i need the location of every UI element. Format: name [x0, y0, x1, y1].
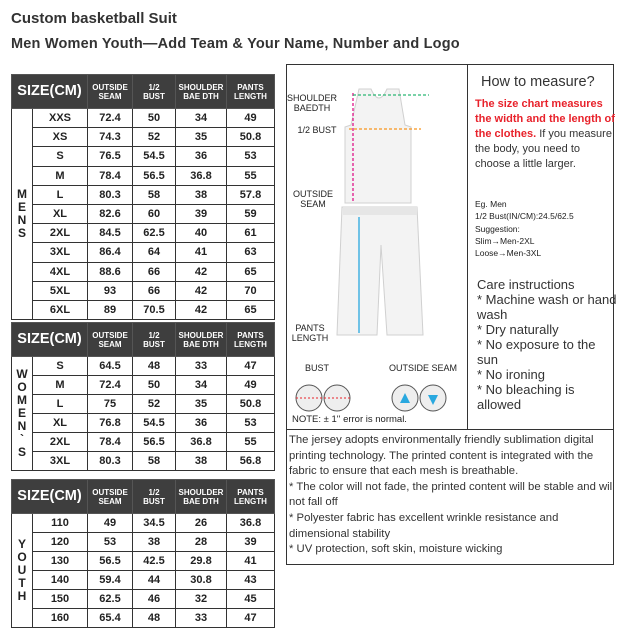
- measurement-cell: 36.8: [227, 514, 275, 533]
- size-cell: L: [33, 395, 88, 414]
- measurement-cell: 72.4: [88, 109, 133, 128]
- table-row: [12, 590, 275, 609]
- example-line: Eg. Men: [475, 199, 507, 209]
- measurement-cell: 52: [133, 128, 176, 147]
- table-row: [12, 414, 275, 433]
- size-cell: 150: [33, 590, 88, 609]
- measurement-cell: 62.5: [88, 590, 133, 609]
- measurement-cell: 60: [133, 204, 176, 223]
- measurement-cell: 76.5: [88, 147, 133, 166]
- measurement-cell: 49: [227, 376, 275, 395]
- measurement-cell: 75: [88, 395, 133, 414]
- measurement-cell: 40: [176, 224, 227, 243]
- size-cell: 5XL: [33, 281, 88, 300]
- pants-length-header: PANTS LENGTH: [227, 323, 275, 357]
- measurement-cell: 28: [176, 533, 227, 552]
- measurement-cell: 65: [227, 262, 275, 281]
- example-block: [475, 198, 615, 259]
- measurement-cell: 62.5: [133, 224, 176, 243]
- measurement-cell: 50: [133, 376, 176, 395]
- men-category-label: M E N S: [12, 109, 33, 320]
- measurement-cell: 29.8: [176, 552, 227, 571]
- table-row: [12, 109, 275, 128]
- seam-caption: OUTSIDE SEAM: [389, 363, 458, 373]
- description-paragraph: * UV protection, soft skin, moisture wicking: [289, 543, 503, 556]
- table-row: [12, 262, 275, 281]
- measurement-cell: 56.8: [227, 452, 275, 471]
- size-header: SIZE(CM): [12, 75, 88, 109]
- table-row: [12, 533, 275, 552]
- youth-size-table: [11, 479, 275, 628]
- page-subtitle: Men Women Youth—Add Team & Your Name, Number and Logo: [11, 36, 460, 52]
- measurement-cell: 64.5: [88, 357, 133, 376]
- measurement-cell: 86.4: [88, 243, 133, 262]
- table-row: [12, 300, 275, 319]
- size-cell: XL: [33, 414, 88, 433]
- measurement-cell: 42: [176, 262, 227, 281]
- table-row: [12, 571, 275, 590]
- half-bust-header: 1/2 BUST: [133, 323, 176, 357]
- measurement-cell: 30.8: [176, 571, 227, 590]
- measurement-cell: 55: [227, 166, 275, 185]
- description-paragraph: The jersey adopts environmentally friendly sublimation digital printing technology. The printed content is integrated with the fabric to ensure that each mesh is breathable.: [289, 434, 594, 478]
- women-size-table: [11, 322, 275, 471]
- measurement-cell: 61: [227, 224, 275, 243]
- measurement-cell: 53: [88, 533, 133, 552]
- care-instructions: [477, 277, 617, 412]
- example-line: 1/2 Bust(IN/CM):24.5/62.5: [475, 211, 574, 222]
- page-title: Custom basketball Suit: [11, 10, 177, 27]
- youth-category-label: Y O U T H: [12, 514, 33, 628]
- measurement-cell: 56.5: [88, 552, 133, 571]
- measurement-diagram: [286, 64, 468, 430]
- pants-length-header: PANTS LENGTH: [227, 75, 275, 109]
- measurement-cell: 49: [88, 514, 133, 533]
- measurement-cell: 55: [227, 433, 275, 452]
- measurement-cell: 42.5: [133, 552, 176, 571]
- size-cell: 2XL: [33, 224, 88, 243]
- example-line: Loose→Men-3XL: [475, 248, 542, 259]
- measurement-cell: 36: [176, 414, 227, 433]
- measurement-cell: 65.4: [88, 609, 133, 628]
- measurement-cell: 54.5: [133, 147, 176, 166]
- table-row: [12, 224, 275, 243]
- table-row: [12, 204, 275, 223]
- measurement-cell: 44: [133, 571, 176, 590]
- table-row: [12, 185, 275, 204]
- measurement-cell: 47: [227, 609, 275, 628]
- size-cell: S: [33, 357, 88, 376]
- measurement-cell: 34: [176, 109, 227, 128]
- measurement-cell: 43: [227, 571, 275, 590]
- pants-length-label: PANTS LENGTH: [291, 323, 329, 343]
- table-row: [12, 147, 275, 166]
- measurement-cell: 50: [133, 109, 176, 128]
- measurement-cell: 76.8: [88, 414, 133, 433]
- measurement-cell: 59: [227, 204, 275, 223]
- measurement-cell: 56.5: [133, 433, 176, 452]
- measurement-cell: 80.3: [88, 452, 133, 471]
- size-header: SIZE(CM): [12, 480, 88, 514]
- measurement-cell: 38: [133, 533, 176, 552]
- description-paragraph: * Polyester fabric has excellent wrinkle resistance and dimensional stability: [289, 511, 559, 540]
- measurement-cell: 35: [176, 128, 227, 147]
- men-size-table: [11, 74, 275, 320]
- measurement-cell: 89: [88, 300, 133, 319]
- shoulder-label: SHOULDER BAEDTH: [287, 93, 338, 113]
- table-row: [12, 357, 275, 376]
- outside-seam-header: OUTSIDE SEAM: [88, 323, 133, 357]
- measurement-cell: 38: [176, 452, 227, 471]
- measurement-cell: 48: [133, 357, 176, 376]
- measurement-cell: 36: [176, 147, 227, 166]
- measurement-cell: 26: [176, 514, 227, 533]
- measurement-cell: 52: [133, 395, 176, 414]
- measure-description: [475, 97, 615, 172]
- measurement-cell: 59.4: [88, 571, 133, 590]
- care-item: * Machine wash or hand wash: [477, 292, 617, 322]
- measurement-cell: 57.8: [227, 185, 275, 204]
- size-cell: 110: [33, 514, 88, 533]
- table-row: [12, 128, 275, 147]
- care-item: * No ironing: [477, 367, 545, 382]
- outside-seam-header: OUTSIDE SEAM: [88, 75, 133, 109]
- measurement-cell: 66: [133, 281, 176, 300]
- measurement-cell: 49: [227, 109, 275, 128]
- table-row: [12, 281, 275, 300]
- shoulder-header: SHOULDER BAE DTH: [176, 323, 227, 357]
- measurement-cell: 88.6: [88, 262, 133, 281]
- measurement-cell: 54.5: [133, 414, 176, 433]
- measurement-cell: 72.4: [88, 376, 133, 395]
- measurement-cell: 58: [133, 185, 176, 204]
- half-bust-header: 1/2 BUST: [133, 75, 176, 109]
- measurement-cell: 50.8: [227, 395, 275, 414]
- size-cell: M: [33, 166, 88, 185]
- size-cell: 4XL: [33, 262, 88, 281]
- care-heading: Care instructions: [477, 277, 575, 292]
- size-cell: XXS: [33, 109, 88, 128]
- measure-red-text: The size chart measures the width and the length of the clothes.: [475, 98, 615, 140]
- measurement-cell: 82.6: [88, 204, 133, 223]
- half-bust-header: 1/2 BUST: [133, 480, 176, 514]
- measurement-cell: 34.5: [133, 514, 176, 533]
- table-row: [12, 609, 275, 628]
- measurement-cell: 63: [227, 243, 275, 262]
- shorts-shape: [337, 207, 423, 335]
- measurement-cell: 32: [176, 590, 227, 609]
- size-cell: XS: [33, 128, 88, 147]
- size-cell: 160: [33, 609, 88, 628]
- size-cell: 140: [33, 571, 88, 590]
- measurement-cell: 58: [133, 452, 176, 471]
- measurement-cell: 42: [176, 281, 227, 300]
- measurement-cell: 45: [227, 590, 275, 609]
- table-row: [12, 552, 275, 571]
- table-row: [12, 243, 275, 262]
- table-row: [12, 452, 275, 471]
- example-line: Suggestion:: [475, 223, 520, 234]
- measurement-cell: 74.3: [88, 128, 133, 147]
- measurement-cell: 80.3: [88, 185, 133, 204]
- measurement-cell: 35: [176, 395, 227, 414]
- size-cell: 3XL: [33, 243, 88, 262]
- bust-caption: BUST: [305, 363, 330, 373]
- error-note: NOTE: ± 1'' error is normal.: [292, 414, 407, 425]
- measurement-cell: 33: [176, 357, 227, 376]
- how-to-measure-heading: How to measure?: [481, 74, 595, 90]
- shoulder-header: SHOULDER BAE DTH: [176, 480, 227, 514]
- care-item: * Dry naturally: [477, 322, 559, 337]
- pants-length-header: PANTS LENGTH: [227, 480, 275, 514]
- measurement-cell: 84.5: [88, 224, 133, 243]
- measurement-cell: 56.5: [133, 166, 176, 185]
- size-cell: 130: [33, 552, 88, 571]
- measurement-cell: 53: [227, 414, 275, 433]
- measure-rest-text: If you measure the body, you need to choose a little larger.: [475, 128, 612, 170]
- measurement-cell: 41: [176, 243, 227, 262]
- care-item: * No exposure to the sun: [477, 337, 596, 367]
- description-paragraph: * The color will not fade, the printed content will be stable and will not fall off: [289, 480, 615, 509]
- care-item: * No bleaching is allowed: [477, 382, 575, 412]
- measurement-cell: 78.4: [88, 166, 133, 185]
- size-cell: 120: [33, 533, 88, 552]
- jersey-top-shape: [345, 89, 411, 203]
- measurement-cell: 53: [227, 147, 275, 166]
- table-row: [12, 433, 275, 452]
- size-cell: 2XL: [33, 433, 88, 452]
- measurement-cell: 93: [88, 281, 133, 300]
- table-row: [12, 514, 275, 533]
- jersey-diagram: [287, 65, 469, 431]
- table-row: [12, 376, 275, 395]
- outside-seam-header: OUTSIDE SEAM: [88, 480, 133, 514]
- measurement-cell: 39: [227, 533, 275, 552]
- measurement-cell: 78.4: [88, 433, 133, 452]
- size-cell: S: [33, 147, 88, 166]
- measurement-cell: 46: [133, 590, 176, 609]
- outside-seam-label: OUTSIDE SEAM: [292, 189, 333, 209]
- bust-label: 1/2 BUST: [297, 125, 337, 135]
- measurement-cell: 50.8: [227, 128, 275, 147]
- shoulder-header: SHOULDER BAE DTH: [176, 75, 227, 109]
- measurement-cell: 36.8: [176, 433, 227, 452]
- measurement-cell: 70.5: [133, 300, 176, 319]
- measurement-cell: 34: [176, 376, 227, 395]
- table-row: [12, 395, 275, 414]
- measurement-cell: 66: [133, 262, 176, 281]
- measurement-cell: 36.8: [176, 166, 227, 185]
- measurement-cell: 33: [176, 609, 227, 628]
- size-header: SIZE(CM): [12, 323, 88, 357]
- measurement-cell: 64: [133, 243, 176, 262]
- size-cell: M: [33, 376, 88, 395]
- example-line: Slim→Men-2XL: [475, 235, 535, 246]
- measurement-cell: 70: [227, 281, 275, 300]
- measurement-cell: 47: [227, 357, 275, 376]
- women-category-label: W O M E N ` S: [12, 357, 33, 471]
- measurement-cell: 41: [227, 552, 275, 571]
- size-cell: XL: [33, 204, 88, 223]
- measurement-cell: 42: [176, 300, 227, 319]
- size-cell: 3XL: [33, 452, 88, 471]
- measurement-cell: 65: [227, 300, 275, 319]
- measurement-cell: 38: [176, 185, 227, 204]
- size-cell: L: [33, 185, 88, 204]
- measurement-cell: 48: [133, 609, 176, 628]
- jersey-description: [289, 433, 617, 558]
- waistband-shape: [343, 207, 417, 215]
- measurement-cell: 39: [176, 204, 227, 223]
- size-cell: 6XL: [33, 300, 88, 319]
- table-row: [12, 166, 275, 185]
